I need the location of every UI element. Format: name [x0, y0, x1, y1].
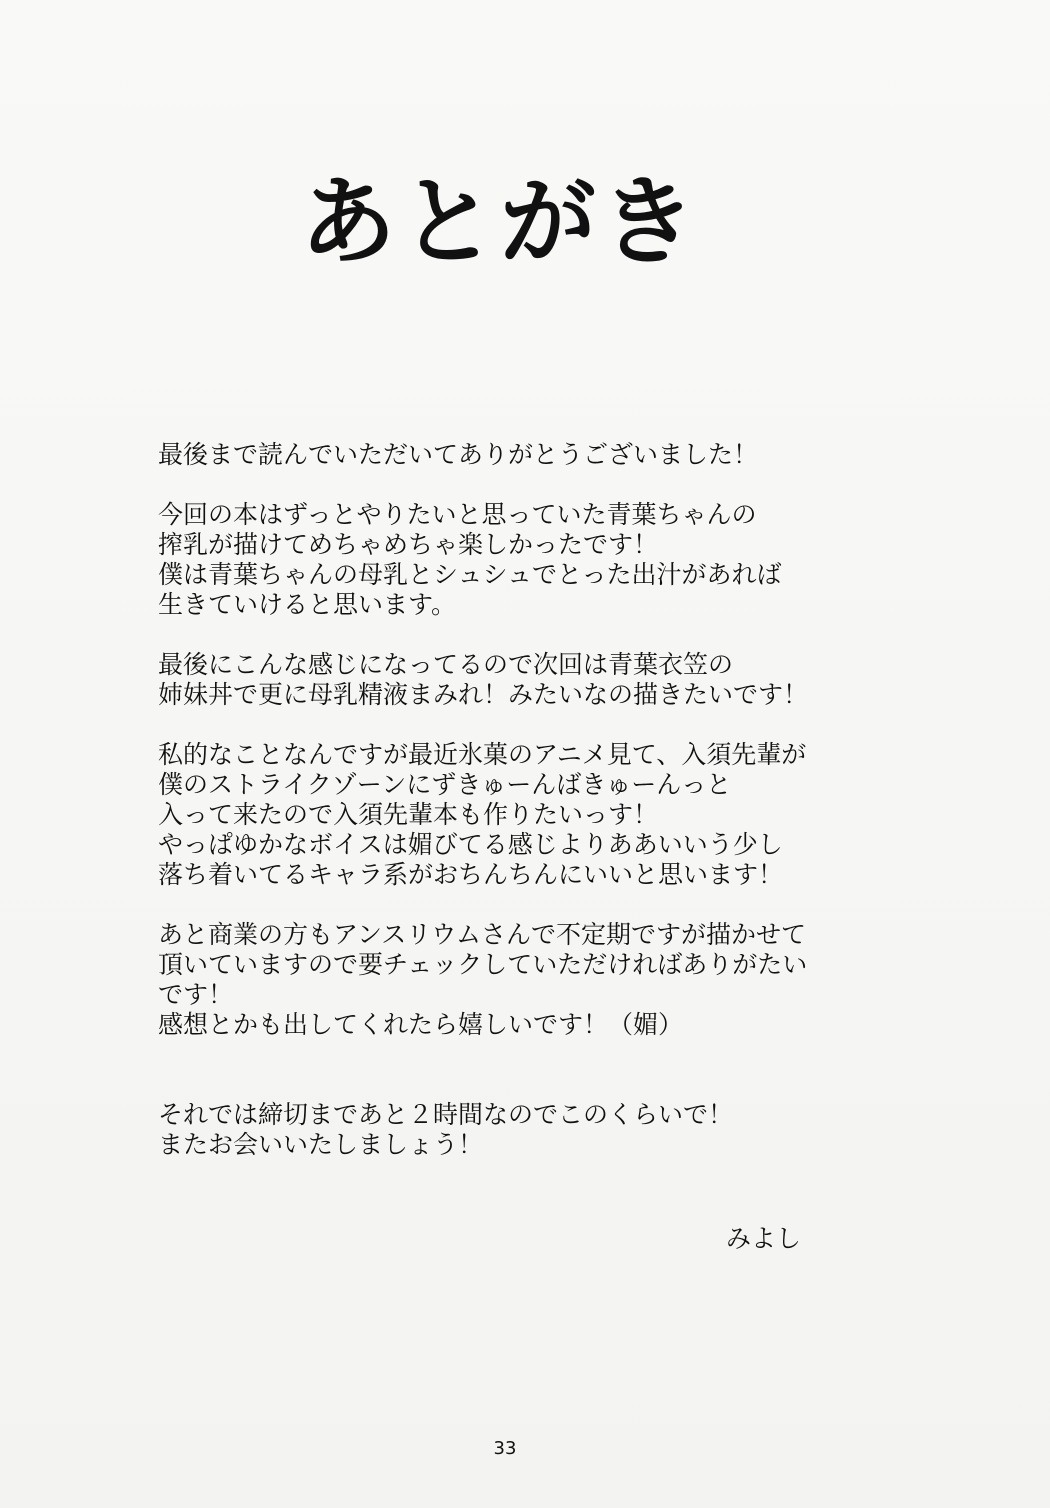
paragraph [158, 920, 948, 1040]
author-signature: みよし [726, 1224, 802, 1253]
text-line: あと商業の方もアンスリウムさんで不定期ですが描かせて [158, 920, 807, 949]
text-line: 僕は青葉ちゃんの母乳とシュシュでとった出汁があれば [158, 560, 782, 589]
paragraph [158, 500, 948, 620]
text-line: 今回の本はずっとやりたいと思っていた青葉ちゃんの [158, 500, 757, 529]
text-line: 最後にこんな感じになってるので次回は青葉衣笠の [158, 650, 734, 679]
paragraph [158, 740, 948, 890]
text-line: です！ [158, 980, 234, 1009]
text-line: それでは締切まであと２時間なのでこのくらいで！ [158, 1100, 734, 1129]
text-line: 僕のストライクゾーンにずきゅーんばきゅーんっと [158, 770, 732, 799]
text-line: 感想とかも出してくれたら嬉しいです！（媚） [158, 1010, 684, 1039]
text-line: 生きていけると思います。 [158, 590, 457, 619]
text-line: 姉妹丼で更に母乳精液まみれ！みたいなの描きたいです！ [158, 680, 809, 709]
page-title: あとがき [300, 166, 700, 278]
afterword-body [158, 440, 948, 1190]
paragraph [158, 650, 948, 710]
text-line: 落ち着いてるキャラ系がおちんちんにいいと思います！ [158, 860, 784, 889]
text-line: 入って来たので入須先輩本も作りたいっす！ [158, 800, 659, 829]
paragraph [158, 1100, 948, 1160]
page-number: 33 [493, 1438, 517, 1459]
text-line: またお会いいたしましょう！ [158, 1130, 484, 1159]
text-line: 搾乳が描けてめちゃめちゃ楽しかったです！ [158, 530, 659, 559]
text-line: 私的なことなんですが最近氷菓のアニメ見て、入須先輩が [158, 740, 807, 769]
text-line: 頂いていますので要チェックしていただければありがたい [158, 950, 808, 979]
text-line: やっぱゆかなボイスは媚びてる感じよりああいいう少し [158, 830, 783, 859]
paragraph [158, 440, 948, 470]
text-line: 最後まで読んでいただいてありがとうございました！ [158, 440, 759, 469]
